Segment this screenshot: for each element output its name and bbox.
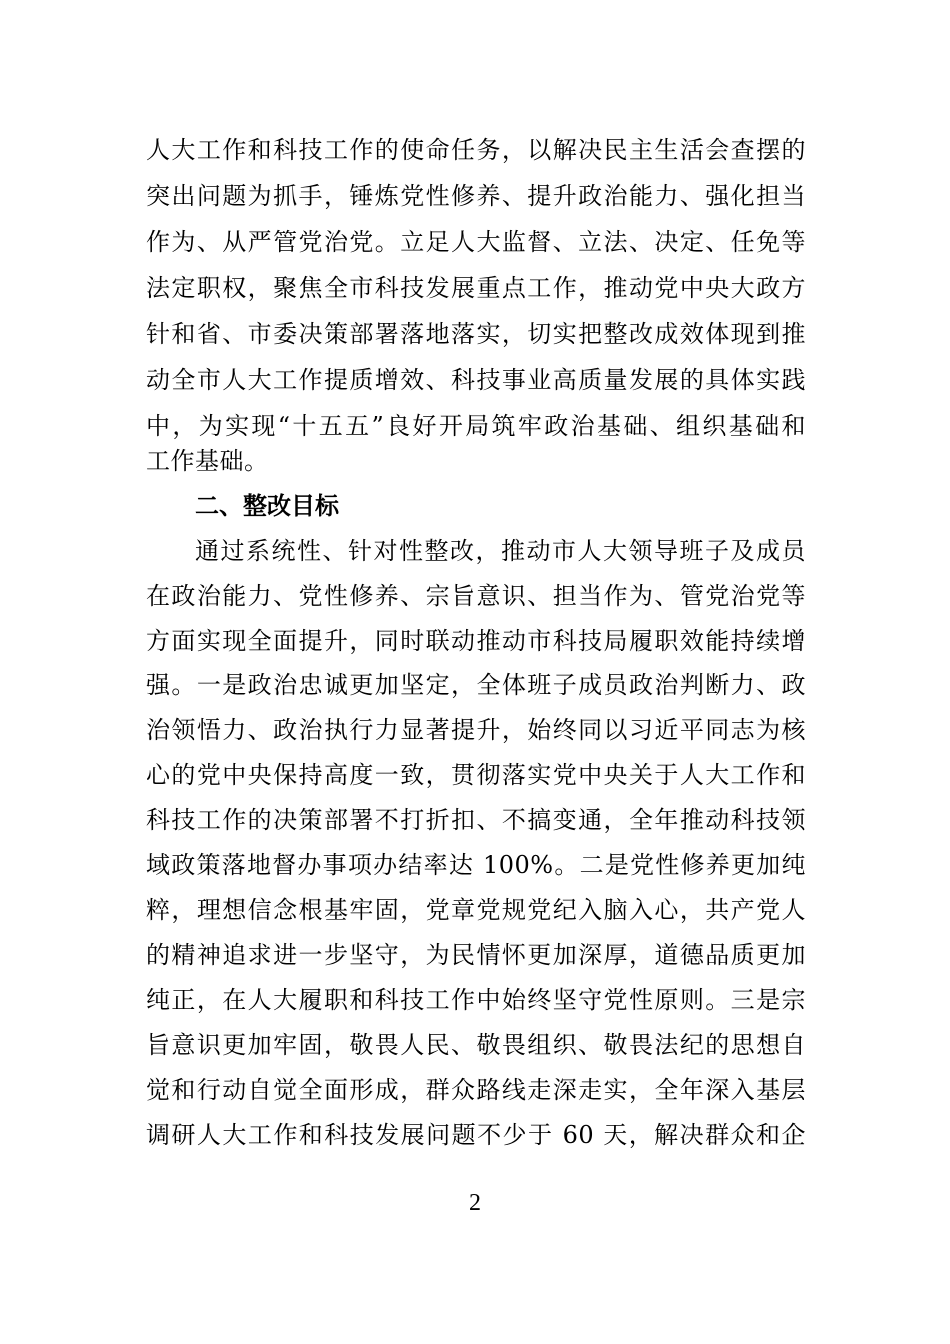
paragraph-1-line-6: 动全市人大工作提质增效、科技事业高质量发展的具体实践 <box>146 366 806 394</box>
section-2-line-9: 粹，理想信念根基牢固，党章党规党纪入脑入心，共产党人 <box>146 896 806 924</box>
section-2-line-12: 旨意识更加牢固，敬畏人民、敬畏组织、敬畏法纪的思想自 <box>146 1031 806 1059</box>
paragraph-1-line-5: 针和省、市委决策部署落地落实，切实把整改成效体现到推 <box>146 320 806 348</box>
paragraph-1-line-7: 中，为实现“十五五”良好开局筑牢政治基础、组织基础和 <box>146 412 806 440</box>
paragraph-1-line-2: 突出问题为抓手，锤炼党性修养、提升政治能力、强化担当 <box>146 182 806 210</box>
section-2-line-3: 方面实现全面提升，同时联动推动市科技局履职效能持续增 <box>146 627 806 655</box>
section-2-line-11: 纯正，在人大履职和科技工作中始终坚守党性原则。三是宗 <box>146 986 806 1014</box>
section-2-line-13: 觉和行动自觉全面形成，群众路线走深走实，全年深入基层 <box>146 1076 806 1104</box>
section-2-line-7: 科技工作的决策部署不打折扣、不搞变通，全年推动科技领 <box>146 806 806 834</box>
page-number: 2 <box>469 1190 481 1216</box>
paragraph-1-line-3: 作为、从严管党治党。立足人大监督、立法、决定、任免等 <box>146 228 806 256</box>
section-2-line-8: 域政策落地督办事项办结率达 100%。二是党性修养更加纯 <box>146 851 806 879</box>
paragraph-1-line-1: 人大工作和科技工作的使命任务，以解决民主生活会查摆的 <box>146 136 806 164</box>
paragraph-1-line-8: 工作基础。 <box>146 447 269 475</box>
section-2-line-4: 强。一是政治忠诚更加坚定，全体班子成员政治判断力、政 <box>146 671 806 699</box>
section-2-line-2: 在政治能力、党性修养、宗旨意识、担当作为、管党治党等 <box>146 582 806 610</box>
section-2-line-14: 调研人大工作和科技发展问题不少于 60 天，解决群众和企 <box>146 1121 806 1149</box>
section-heading-rectification-goals: 二、整改目标 <box>195 492 339 520</box>
paragraph-1-line-4: 法定职权，聚焦全市科技发展重点工作，推动党中央大政方 <box>146 274 806 302</box>
section-2-line-10: 的精神追求进一步坚守，为民情怀更加深厚，道德品质更加 <box>146 941 806 969</box>
section-2-line-5: 治领悟力、政治执行力显著提升，始终同以习近平同志为核 <box>146 716 806 744</box>
section-2-line-1: 通过系统性、针对性整改，推动市人大领导班子及成员 <box>195 537 806 565</box>
section-2-line-6: 心的党中央保持高度一致，贯彻落实党中央关于人大工作和 <box>146 761 806 789</box>
